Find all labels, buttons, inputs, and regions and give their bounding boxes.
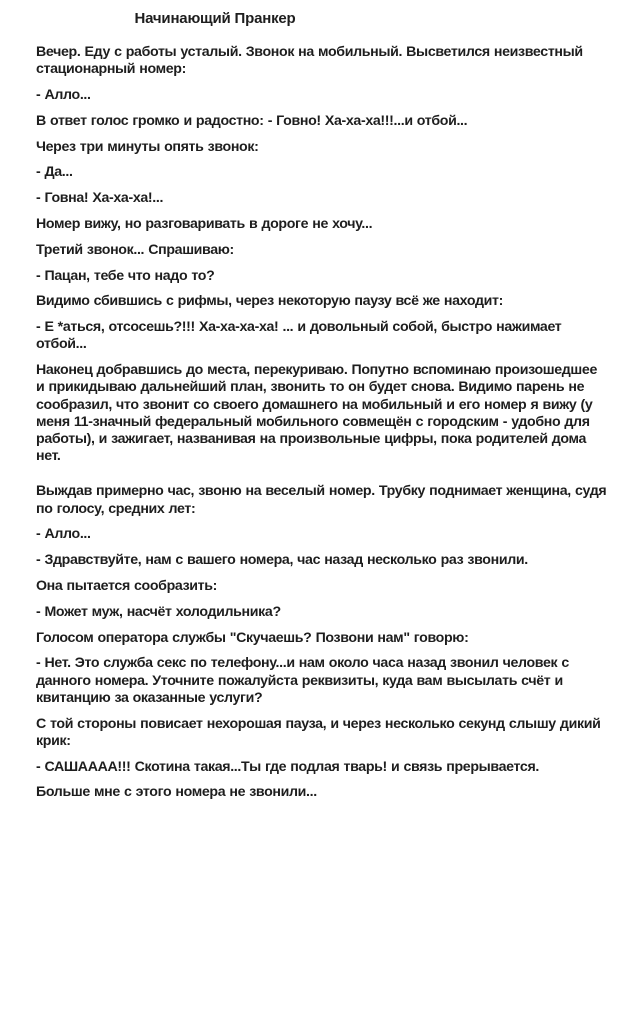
- paragraph-6: - Говна! Ха-ха-ха!...: [36, 190, 164, 207]
- paragraph-17: - Может муж, насчёт холодильника?: [36, 603, 281, 620]
- paragraph-13: Выждав примерно час, звоню на веселый номер. Трубку поднимает женщина, судя по голосу, средних лет:: [36, 483, 607, 517]
- story-text: [36, 44, 608, 810]
- paragraph-8: Третий звонок... Спрашиваю:: [36, 241, 234, 258]
- paragraph-22: Больше мне с этого номера не звонили...: [36, 784, 317, 801]
- paragraph-1: Вечер. Еду с работы усталый. Звонок на мобильный. Высветился неизвестный стационарный номер:: [36, 44, 583, 78]
- paragraph-11: - Е *аться, отсосешь?!!! Ха-ха-ха-ха! ... и довольный собой, быстро нажимает отбой...: [36, 319, 562, 353]
- paragraph-20: С той стороны повисает нехорошая пауза, и через несколько секунд слышу дикий крик:: [36, 715, 601, 749]
- paragraph-14: - Алло...: [36, 526, 91, 543]
- paragraph-10: Видимо сбившись с рифмы, через некоторую паузу всё же находит:: [36, 293, 503, 310]
- paragraph-21: - САШАААА!!! Скотина такая...Ты где подлая тварь! и связь прерывается.: [36, 758, 539, 775]
- paragraph-7: Номер вижу, но разговаривать в дороге не хочу...: [36, 215, 373, 232]
- paragraph-4: Через три минуты опять звонок:: [36, 138, 259, 155]
- paragraph-15: - Здравствуйте, нам с вашего номера, час назад несколько раз звонили.: [36, 552, 528, 569]
- document-title: Начинающий Пранкер: [134, 10, 296, 27]
- paragraph-12: Наконец добравшись до места, перекуриваю. Попутно вспоминаю произошедшее и прикидываю дальнейший план, звонить то он будет снова. Видимо парень не сообразил, что звонит со своего домашнего на мобильный и его номер я вижу (у меня 11-значный федеральный мобильного совмещён с городским - удобно для работы), и зажигает, названивая на произвольные цифры, пока родителей дома нет.: [36, 362, 597, 465]
- paragraph-3: В ответ голос громко и радостно: - Говно! Ха-ха-ха!!!...и отбой...: [36, 112, 468, 129]
- paragraph-9: - Пацан, тебе что надо то?: [36, 267, 215, 284]
- paragraph-16: Она пытается сообразить:: [36, 577, 218, 594]
- paragraph-5: - Да...: [36, 164, 73, 181]
- paragraph-18: Голосом оператора службы "Скучаешь? Позвони нам" говорю:: [36, 629, 469, 646]
- paragraph-2: - Алло...: [36, 87, 91, 103]
- paragraph-19: - Нет. Это служба секс по телефону...и нам около часа назад звонил человек с данного номера. Уточните пожалуйста реквизиты, куда вам высылать счёт и квитанцию за оказанные услуги?: [36, 655, 569, 706]
